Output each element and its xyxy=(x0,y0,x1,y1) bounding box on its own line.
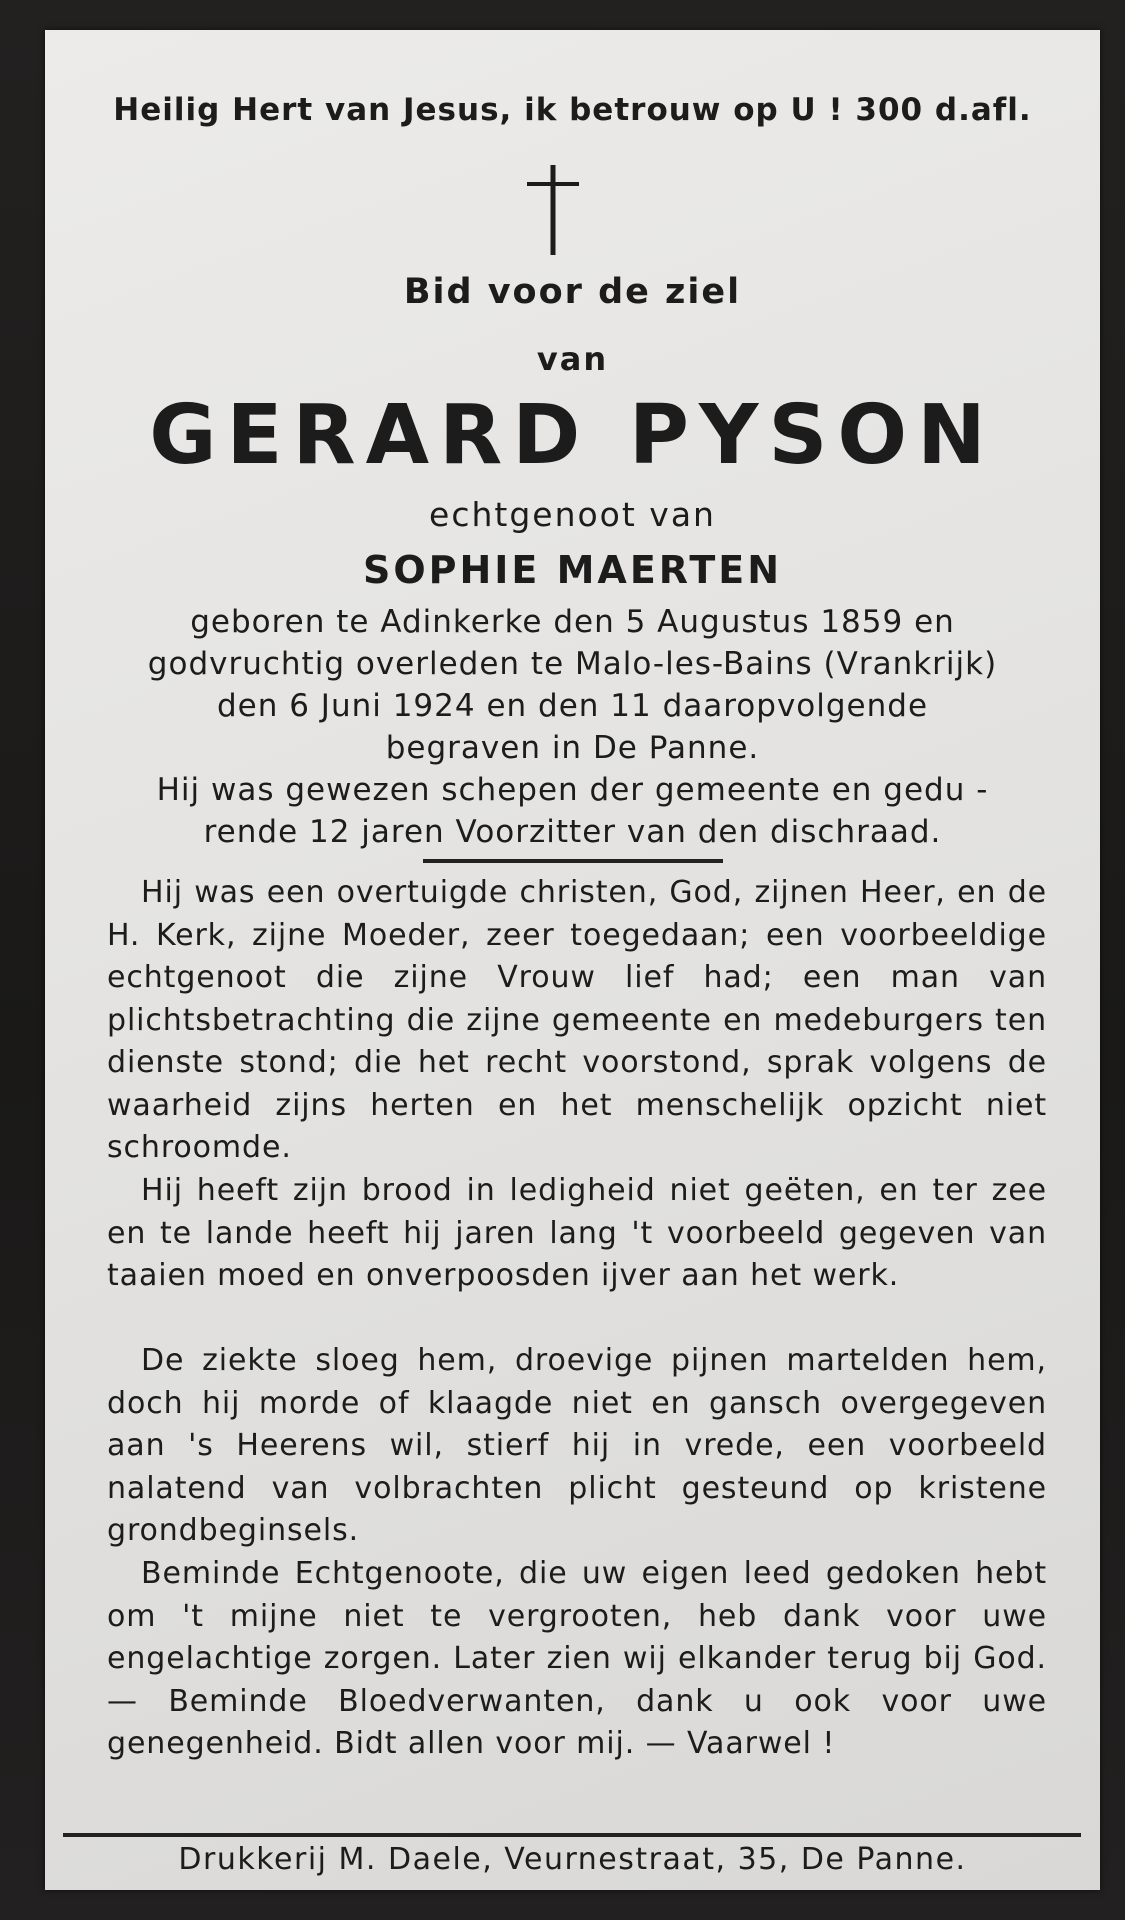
tribute-paragraph: De ziekte sloeg hem, droevige pijnen martelden hem, doch hij morde of klaagde niet en gansch overgegeven aan 's Heerens wil, stierf hij in vrede, een voorbeeld nalatend van volbrachten plicht gesteund op kristene grondbeginsels. xyxy=(107,1343,1047,1548)
farewell-paragraph: Beminde Echtgenoote, die uw eigen leed gedoken hebt om 't mijne niet te vergrooten, heb dank voor uwe engelachtige zorgen. Later zien wij elkander terug bij God. — Beminde Bloedverwanten, dank u ook voor uwe genegenheid. Bidt allen voor mij. — Vaarwel ! xyxy=(107,1556,1047,1761)
biography-line: den 6 Juni 1924 en den 11 daaropvolgende xyxy=(216,688,929,724)
indulgence-header: Heilig Hert van Jesus, ik betrouw op U ! 300 d.afl. xyxy=(113,92,1032,128)
biography-line: begraven in De Panne. xyxy=(385,730,760,766)
biography-line: geboren te Adinkerke den 5 Augustus 1859 en xyxy=(190,604,955,640)
tribute-paragraph: Hij heeft zijn brood in ledigheid niet geëten, en ter zee en te lande heeft hij jaren lang 't voorbeeld gegeven van taaien moed en onverpoosden ijver aan het werk. xyxy=(107,1173,1047,1293)
printer-credit: Drukkerij M. Daele, Veurnestraat, 35, De Panne. xyxy=(178,1842,967,1877)
van-label: van xyxy=(536,340,609,378)
tribute-paragraph: Hij was een overtuigde christen, God, zijnen Heer, en de H. Kerk, zijne Moeder, zeer toegedaan; een voorbeeldige echtgenoot die zijne Vrouw lief had; een man van plichtsbetrachting die zijne gemeente en medeburgers ten dienste stond; die het recht voorstond, sprak volgens de waarheid zijns herten en het menschelijk opzicht niet schroomde. xyxy=(107,875,1047,1165)
prayer-heading: Bid voor de ziel xyxy=(403,272,742,312)
spouse-intro: echtgenoot van xyxy=(429,495,716,534)
section-divider xyxy=(423,859,723,863)
spouse-name: SOPHIE MAERTEN xyxy=(362,548,783,592)
footer-divider xyxy=(63,1833,1081,1837)
memorial-card xyxy=(45,30,1100,1890)
latin-cross-icon xyxy=(523,165,583,255)
biography-line: rende 12 jaren Voorzitter van den dischraad. xyxy=(203,814,942,850)
deceased-name: GERARD PYSON xyxy=(149,388,996,483)
biography-line: Hij was gewezen schepen der gemeente en gedu - xyxy=(156,772,989,808)
biography-line: godvruchtig overleden te Malo-les-Bains (Vrankrijk) xyxy=(147,646,998,682)
